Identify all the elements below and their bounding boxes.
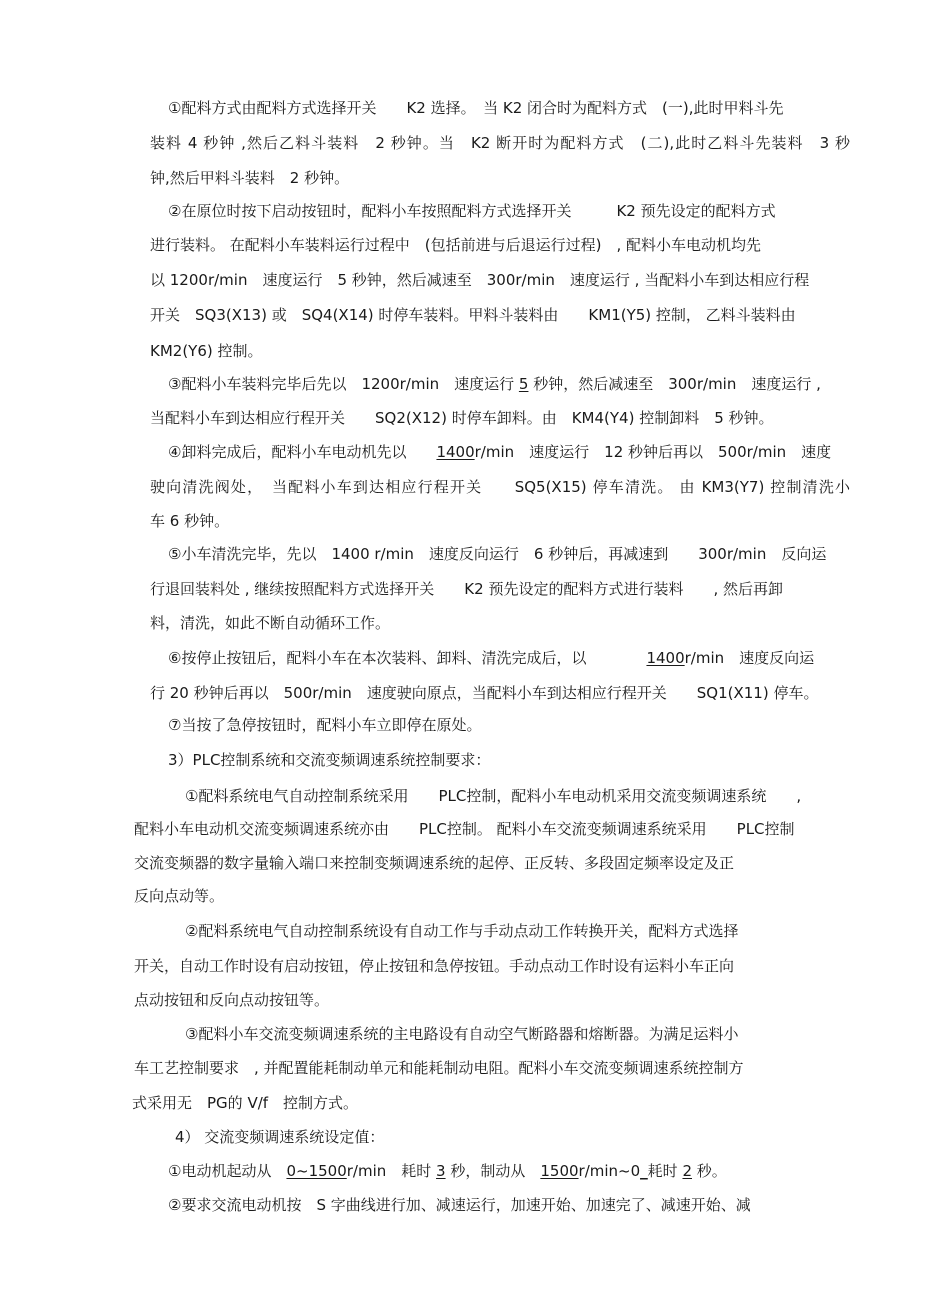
section-heading: 4） 交流变频调速系统设定值： [175, 1128, 385, 1146]
text-line: ③配料小车交流变频调速系统的主电路设有自动空气断路器和熔断器。为满足运料小 [185, 1025, 739, 1043]
text-line: 以 1200r/min 速度运行 5 秒钟，然后减速至 300r/min 速度运行 , 当配料小车到达相应行程 [150, 271, 810, 289]
underlined-value: 0~1500 [286, 1162, 347, 1180]
text-line: 式采用无 PG的 V/f 控制方式。 [132, 1094, 359, 1112]
underlined-value: 3 [436, 1162, 446, 1180]
underlined-value: 1400 [646, 649, 685, 667]
text-line: 装料 4 秒钟 ,然后乙料斗装料 2 秒钟。当 K2 断开时为配料方式 (二),此时乙料斗先装料 3 秒 [150, 134, 850, 152]
text-line: ⑤小车清洗完毕，先以 1400 r/min 速度反向运行 6 秒钟后，再减速到 300r/min 反向运 [168, 545, 827, 563]
text-line: 交流变频器的数字量输入端口来控制变频调速系统的起停、正反转、多段固定频率设定及正 [134, 854, 735, 872]
underlined-value: 5 [518, 375, 529, 393]
text-line [168, 374, 821, 394]
underlined-value: _ [640, 1162, 648, 1180]
text-line: ②要求交流电动机按 S 字曲线进行加、减速运行，加速开始、加速完了、减速开始、减 [168, 1196, 751, 1214]
text-line: ①配料方式由配料方式选择开关 K2 选择。 当 K2 闭合时为配料方式 (一),此时甲料斗先 [168, 99, 784, 117]
text-line: 点动按钮和反向点动按钮等。 [134, 991, 330, 1009]
text-line: 开关，自动工作时设有启动按钮，停止按钮和急停按钮。手动点动工作时设有运料小车正向 [134, 957, 735, 975]
text-segment: ③配料小车装料完毕后先以 1200r/min 速度运行 [168, 375, 519, 393]
text-line: 料，清洗，如此不断自动循环工作。 [150, 614, 391, 632]
text-line: 配料小车电动机交流变频调速系统亦由 PLC控制。 配料小车交流变频调速系统采用 PLC控制 [134, 820, 795, 838]
text-segment: r/min~0 [578, 1162, 641, 1180]
text-segment: 耗时 [647, 1162, 683, 1180]
text-line: ⑦当按了急停按钮时，配料小车立即停在原处。 [168, 716, 482, 734]
text-line [168, 442, 831, 462]
text-line: 行 20 秒钟后再以 500r/min 速度驶向原点，当配料小车到达相应行程开关 SQ1(X11) 停车。 [150, 684, 819, 702]
text-line: 车工艺控制要求 , 并配置能耗制动单元和能耗制动电阻。配料小车交流变频调速系统控制方 [134, 1059, 744, 1077]
underlined-value: 1400 [436, 443, 475, 461]
underlined-value: 1500 [540, 1162, 579, 1180]
text-line [168, 648, 814, 668]
text-line: 钟,然后甲料斗装料 2 秒钟。 [150, 169, 350, 187]
text-line: 车 6 秒钟。 [150, 512, 230, 530]
text-line: ①配料系统电气自动控制系统采用 PLC控制，配料小车电动机采用交流变频调速系统 , [185, 787, 802, 805]
text-segment: ⑥按停止按钮后，配料小车在本次装料、卸料、清洗完成后，以 [168, 649, 647, 667]
text-line: 行退回装料处 , 继续按照配料方式选择开关 K2 预先设定的配料方式进行装料 , 然后再卸 [150, 580, 783, 598]
text-line [168, 1161, 727, 1181]
text-segment: 秒，制动从 [445, 1162, 541, 1180]
text-line: ②配料系统电气自动控制系统设有自动工作与手动点动工作转换开关，配料方式选择 [185, 922, 739, 940]
underlined-value: 2 [682, 1162, 692, 1180]
section-heading: 3）PLC控制系统和交流变频调速系统控制要求： [168, 751, 491, 769]
text-segment: r/min 耗时 [346, 1162, 437, 1180]
text-line: KM2(Y6) 控制。 [150, 342, 263, 360]
text-segment: 秒钟，然后减速至 300r/min 速度运行 , [528, 375, 821, 393]
text-line: 反向点动等。 [134, 887, 225, 905]
text-line: 当配料小车到达相应行程开关 SQ2(X12) 时停车卸料。由 KM4(Y4) 控制卸料 5 秒钟。 [150, 409, 774, 427]
text-segment: r/min 速度运行 12 秒钟后再以 500r/min 速度 [474, 443, 832, 461]
text-line: ②在原位时按下启动按钮时，配料小车按照配料方式选择开关 K2 预先设定的配料方式 [168, 202, 776, 220]
text-segment: ①电动机起动从 [168, 1162, 287, 1180]
text-segment: ④卸料完成后，配料小车电动机先以 [168, 443, 437, 461]
text-line: 进行装料。 在配料小车装料运行过程中 (包括前进与后退运行过程) , 配料小车电动机均先 [150, 236, 762, 254]
text-segment: r/min 速度反向运 [684, 649, 815, 667]
text-segment: 秒。 [692, 1162, 727, 1180]
text-line: 开关 SQ3(X13) 或 SQ4(X14) 时停车装料。甲料斗装料由 KM1(Y5) 控制， 乙料斗装料由 [150, 306, 796, 324]
text-line: 驶向清洗阀处， 当配料小车到达相应行程开关 SQ5(X15) 停车清洗。 由 KM3(Y7) 控制清洗小 [150, 478, 850, 496]
